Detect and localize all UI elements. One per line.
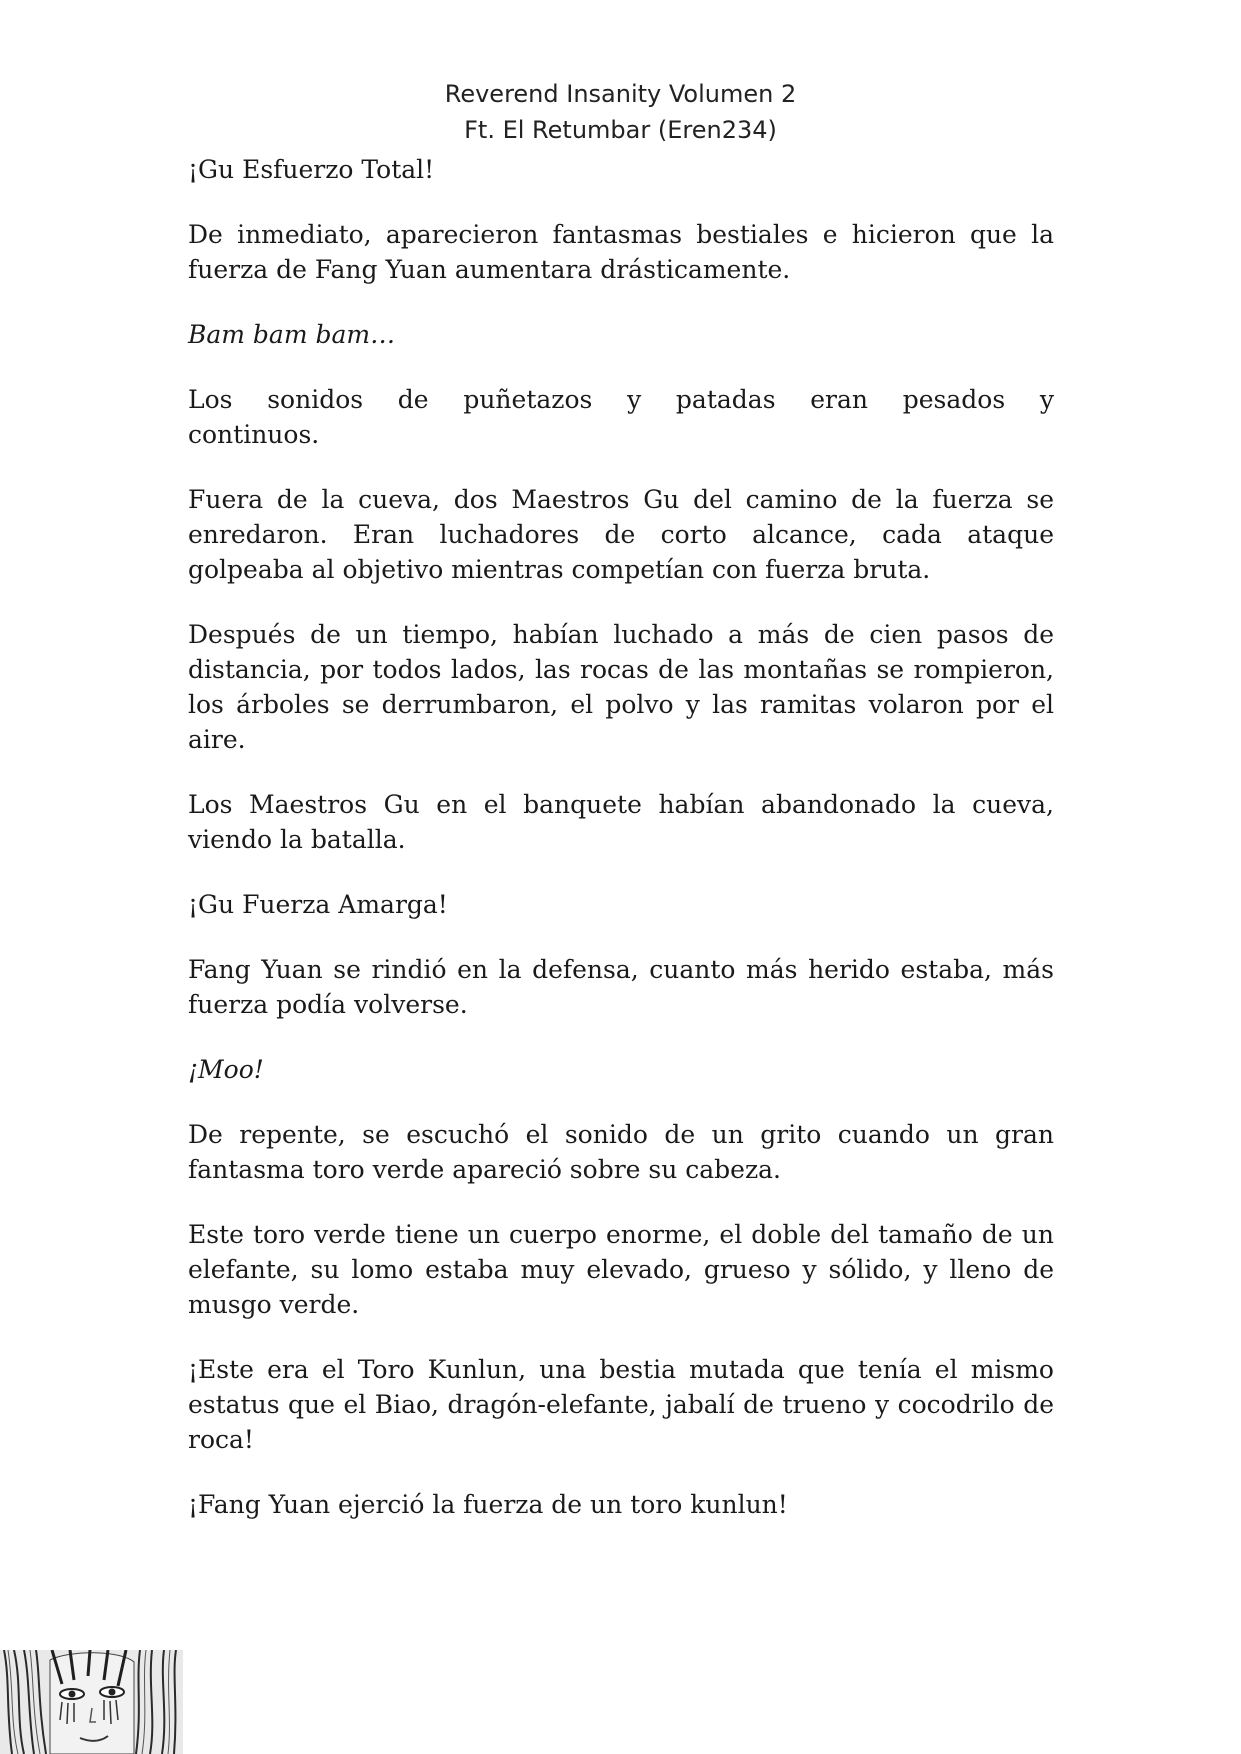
paragraph-9: Fang Yuan se rindió en la defensa, cuanto más herido estaba, más fuerza podía volverse. xyxy=(188,955,1054,1019)
paragraph-5: Fuera de la cueva, dos Maestros Gu del camino de la fuerza se enredaron. Eran luchadores de corto alcance, cada ataque golpeaba al objetivo mientras competían con fuerza bruta. xyxy=(188,485,1054,584)
chapter-body xyxy=(188,152,1054,1552)
paragraph-2: De inmediato, aparecieron fantasmas bestiales e hicieron que la fuerza de Fang Yuan aumentara drásticamente. xyxy=(188,220,1054,284)
page-header xyxy=(0,76,1241,148)
paragraph-13: ¡Este era el Toro Kunlun, una bestia mutada que tenía el mismo estatus que el Biao, dragón-elefante, jabalí de trueno y cocodrilo de roca! xyxy=(188,1355,1054,1454)
paragraph-10: ¡Moo! xyxy=(188,1055,264,1084)
paragraph-8: ¡Gu Fuerza Amarga! xyxy=(188,890,448,919)
paragraph-12: Este toro verde tiene un cuerpo enorme, el doble del tamaño de un elefante, su lomo estaba muy elevado, grueso y sólido, y lleno de musgo verde. xyxy=(188,1220,1054,1319)
paragraph-6: Después de un tiempo, habían luchado a más de cien pasos de distancia, por todos lados, las rocas de las montañas se rompieron, los árboles se derrumbaron, el polvo y las ramitas volaron por el aire. xyxy=(188,620,1054,754)
paragraph-1: ¡Gu Esfuerzo Total! xyxy=(188,155,435,184)
avatar-illustration xyxy=(0,1650,183,1754)
header-credit: Ft. El Retumbar (Eren234) xyxy=(464,116,777,144)
manga-character-avatar-image xyxy=(0,1650,183,1754)
paragraph-14: ¡Fang Yuan ejerció la fuerza de un toro kunlun! xyxy=(188,1490,788,1519)
paragraph-4 xyxy=(188,382,1054,452)
header-title: Reverend Insanity Volumen 2 xyxy=(444,80,797,108)
paragraph-4-text: Los sonidos de puñetazos y patadas eran pesados y continuos. xyxy=(188,385,1054,449)
paragraph-3: Bam bam bam… xyxy=(188,320,396,349)
paragraph-11: De repente, se escuchó el sonido de un grito cuando un gran fantasma toro verde apareció sobre su cabeza. xyxy=(188,1120,1054,1184)
paragraph-7: Los Maestros Gu en el banquete habían abandonado la cueva, viendo la batalla. xyxy=(188,790,1054,854)
